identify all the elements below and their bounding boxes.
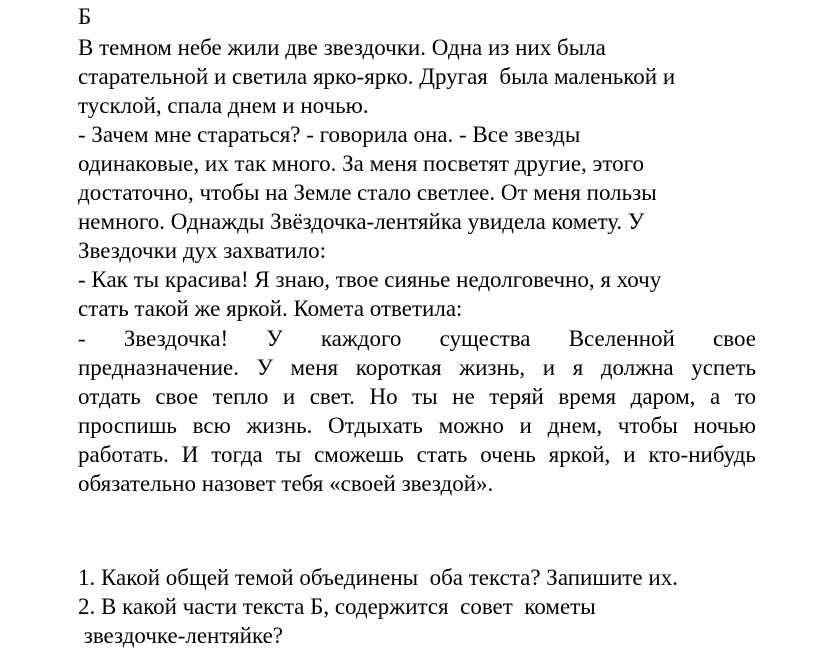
text-label: Б — [78, 4, 92, 29]
paragraph-line: достаточно, чтобы на Земле стало светлее. От меня пользы — [78, 180, 657, 205]
word: - — [78, 326, 86, 351]
word: успеть — [691, 355, 756, 380]
word: работать. — [78, 442, 169, 467]
word: свет. — [309, 384, 355, 409]
justified-line — [78, 411, 756, 440]
word: даром, — [630, 384, 696, 409]
word: отдать — [78, 384, 141, 409]
word: днем, — [547, 413, 603, 438]
word: У — [266, 326, 283, 351]
word: не — [452, 384, 475, 409]
word: Отдыхать — [328, 413, 423, 438]
justified-line — [78, 353, 756, 382]
word: Вселенной — [568, 326, 675, 351]
word: меня — [290, 355, 339, 380]
word: тепло — [212, 384, 269, 409]
word: Но — [369, 384, 398, 409]
word: короткая — [355, 355, 442, 380]
word: У — [256, 355, 273, 380]
word: а — [709, 384, 721, 409]
justified-line — [78, 440, 756, 469]
word: и — [282, 384, 296, 409]
word: каждого — [320, 326, 402, 351]
word: должна — [600, 355, 674, 380]
word: я — [572, 355, 584, 380]
question-1: 1. Какой общей темой объединены оба текста? Запишите их. — [78, 565, 678, 590]
word: теряй — [489, 384, 544, 409]
word: всю — [192, 413, 231, 438]
word: то — [734, 384, 756, 409]
word: очень — [480, 442, 536, 467]
question-2: 2. В какой части текста Б, содержится совет кометы — [78, 594, 596, 619]
word: кто-нибудь — [648, 442, 756, 467]
word: свое — [713, 326, 756, 351]
word: Звездочка! — [123, 326, 229, 351]
word: можно — [438, 413, 504, 438]
justified-line — [78, 324, 756, 353]
word: жизнь, — [459, 355, 526, 380]
paragraph-line: - Как ты красива! Я знаю, твое сиянье недолговечно, я хочу — [78, 267, 662, 292]
word: жизнь. — [246, 413, 313, 438]
word: и — [623, 442, 636, 467]
word: свое — [155, 384, 199, 409]
word: и — [542, 355, 555, 380]
paragraph-line: В темном небе жили две звездочки. Одна из них была — [78, 35, 606, 60]
paragraph-last-line: обязательно назовет тебя «своей звездой». — [78, 471, 494, 496]
paragraph-line: тусклой, спала днем и ночью. — [78, 93, 369, 118]
word: сможешь — [314, 442, 404, 467]
word: предназначение. — [78, 355, 239, 380]
word: ты — [275, 442, 302, 467]
word: ты — [412, 384, 438, 409]
paragraph-line: стать такой же яркой. Комета ответила: — [78, 296, 463, 321]
word: тогда — [211, 442, 263, 467]
word: стать — [416, 442, 468, 467]
justified-line — [78, 382, 756, 411]
word: И — [181, 442, 199, 467]
word: чтобы — [617, 413, 678, 438]
paragraph-line: - Зачем мне стараться? - говорила она. - Все звезды — [78, 122, 581, 147]
word: и — [519, 413, 532, 438]
paragraph-line: Звездочки дух захватило: — [78, 238, 326, 263]
question-2-continuation: звездочке-лентяйке? — [78, 623, 284, 648]
paragraph-line: одинаковые, их так много. За меня посветят другие, этого — [78, 151, 645, 176]
word: существа — [439, 326, 531, 351]
word: яркой, — [548, 442, 611, 467]
word: ночью — [693, 413, 756, 438]
word: проспишь — [78, 413, 177, 438]
paragraph-line: немного. Однажды Звёздочка-лентяйка увидела комету. У — [78, 209, 645, 234]
paragraph-line: старательной и светила ярко-ярко. Другая была маленькой и — [78, 64, 676, 89]
word: время — [558, 384, 617, 409]
